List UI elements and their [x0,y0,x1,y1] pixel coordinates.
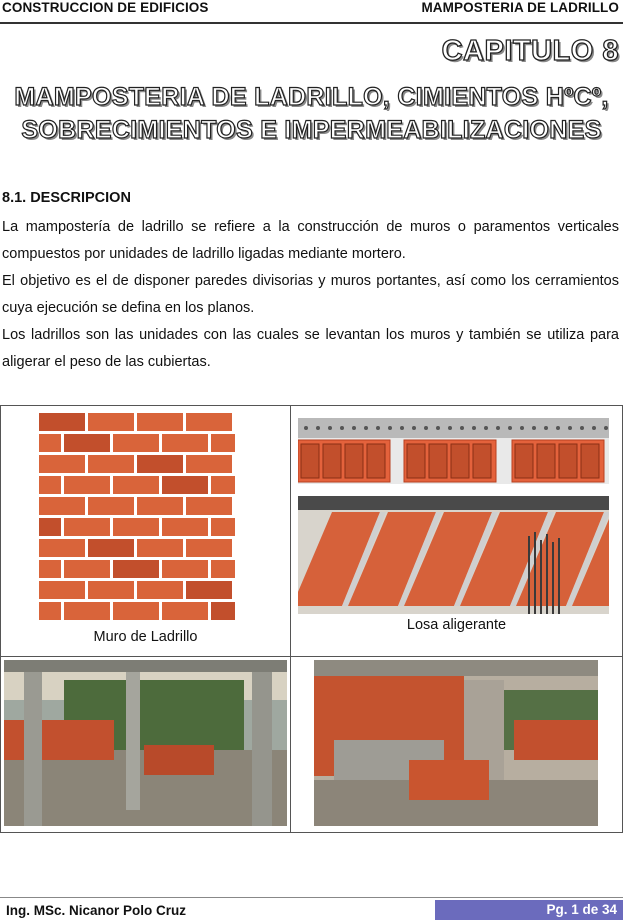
slab-block [537,444,555,478]
slab-dot [532,426,536,430]
brick [113,518,159,536]
brick [39,602,61,620]
slab-dot [448,426,452,430]
table-divider-horizontal [1,656,622,657]
slab-dot [304,426,308,430]
slab-dot [460,426,464,430]
slab-dot [412,426,416,430]
slab-dot [556,426,560,430]
brick [113,476,159,494]
brick [88,497,134,515]
brick [162,602,208,620]
brick [186,581,232,599]
slab-dot [376,426,380,430]
slab-dot [316,426,320,430]
brick [162,560,208,578]
brick [162,434,208,452]
brick [64,434,110,452]
construction-photo-right [314,660,598,826]
brick [39,476,61,494]
slab-dot [352,426,356,430]
slab-dot [592,426,596,430]
brick [113,602,159,620]
brick [64,602,110,620]
brick [64,476,110,494]
brick [39,413,85,431]
brick [186,413,232,431]
chapter-title: CAPITULO 8 [441,35,619,67]
slab-block [451,444,469,478]
brick [137,539,183,557]
slab-block [429,444,447,478]
slab-dot [400,426,404,430]
caption-brick-wall: Muro de Ladrillo [93,629,198,645]
slab-dot [364,426,368,430]
slab-dot [340,426,344,430]
brick [186,539,232,557]
paragraph-2: El objetivo es el de disponer paredes divisorias y muros portantes, así como los cerramientos cuya ejecución se defina en los planos. [2,273,619,316]
slab-dot [520,426,524,430]
brick [211,434,235,452]
slab-block [559,444,577,478]
slab-block [367,444,385,478]
brick [186,455,232,473]
brick [39,539,85,557]
footer-page-number: Pg. 1 de 34 [435,900,623,920]
header-right-title: MAMPOSTERIA DE LADRILLO [421,0,619,15]
slab-dot [604,426,608,430]
brick [39,497,85,515]
brick-wall-illustration [39,411,235,621]
brick [186,497,232,515]
figure-table [0,405,623,833]
section-heading: 8.1. DESCRIPCION [2,190,131,206]
brick [39,518,61,536]
brick [64,560,110,578]
brick [211,560,235,578]
brick [64,518,110,536]
slab-dot [508,426,512,430]
brick [39,560,61,578]
brick [88,413,134,431]
page-header [0,0,623,28]
paragraph-1: La mampostería de ladrillo se refiere a la construcción de muros o paramentos verticales compuestos por unidades de ladrillo ligadas mediante mortero. [2,219,619,262]
main-title-line-2: SOBRECIMIENTOS E IMPERMEABILIZACIONES [21,116,602,144]
header-left-title: CONSTRUCCION DE EDIFICIOS [2,0,209,15]
slab-dot [328,426,332,430]
main-title-line-1: MAMPOSTERIA DE LADRILLO, CIMIENTOS HºCº, [14,83,609,111]
slab-dot [496,426,500,430]
slab-block [581,444,599,478]
slab-dot [484,426,488,430]
brick [137,413,183,431]
footer-author: Ing. MSc. Nicanor Polo Cruz [6,903,187,918]
slab-block [473,444,491,478]
brick [137,497,183,515]
brick [113,434,159,452]
lightweight-slab-drawing [298,418,609,484]
paragraph-3: Los ladrillos son las unidades con las cuales se levantan los muros y también se utiliza para aligerar el peso de las cubiertas. [2,327,619,370]
brick [88,539,134,557]
brick [39,434,61,452]
brick [137,455,183,473]
slab-block [301,444,319,478]
slab-dot [424,426,428,430]
header-divider [0,22,623,24]
brick [211,476,235,494]
footer-divider [0,897,623,898]
brick [211,518,235,536]
lightweight-slab-photo [298,496,609,614]
caption-slab: Losa aligerante [406,617,507,633]
brick [211,602,235,620]
brick [39,455,85,473]
construction-photo-left [4,660,287,826]
brick [88,455,134,473]
slab-block [515,444,533,478]
slab-block [345,444,363,478]
slab-dot [472,426,476,430]
slab-dot [436,426,440,430]
slab-block [407,444,425,478]
brick [88,581,134,599]
slab-block [323,444,341,478]
brick [162,476,208,494]
slab-dot [580,426,584,430]
slab-dot [388,426,392,430]
slab-dot [568,426,572,430]
brick [113,560,159,578]
brick [39,581,85,599]
brick [137,581,183,599]
brick [162,518,208,536]
slab-dot [544,426,548,430]
